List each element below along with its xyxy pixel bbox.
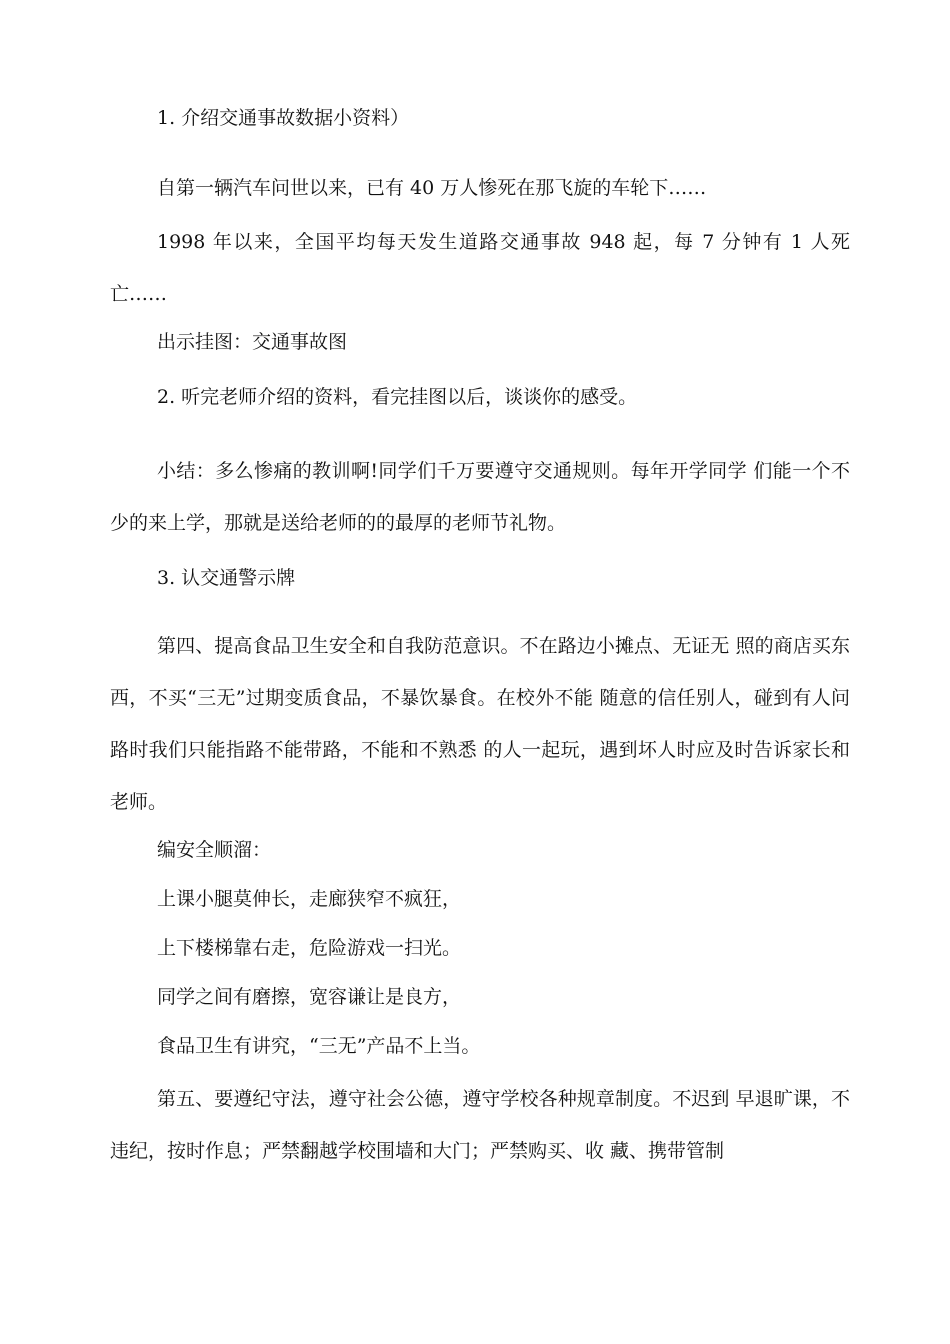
paragraph-car-deaths: 自第一辆汽车问世以来，已有 40 万人惨死在那飞旋的车轮下……	[157, 177, 707, 199]
paragraph-intro-data: 1. 介绍交通事故数据小资料）	[157, 107, 410, 129]
rhyme-line-3: 同学之间有磨擦，宽容谦让是良方，	[157, 986, 462, 1008]
paragraph-rhyme-title: 编安全顺溜：	[157, 839, 272, 861]
paragraph-discipline: 第五、要遵纪守法，遵守社会公德，遵守学校各种规章制度。不迟到 早退旷课，不违纪，按时作息；严禁翻越学校围墙和大门；严禁购买、收 藏、携带管制	[110, 1088, 850, 1162]
rhyme-line-4: 食品卫生有讲究，“三无”产品不上当。	[157, 1035, 481, 1057]
paragraph-show-chart: 出示挂图：交通事故图	[157, 331, 348, 353]
paragraph-warning-signs: 3. 认交通警示牌	[157, 567, 296, 589]
paragraph-summary: 小结：多么惨痛的教训啊!同学们千万要遵守交通规则。每年开学同学 们能一个不少的来上学，那就是送给老师的的最厚的老师节礼物。	[110, 460, 850, 534]
rhyme-line-2: 上下楼梯靠右走，危险游戏一扫光。	[157, 937, 462, 959]
paragraph-feelings: 2. 听完老师介绍的资料，看完挂图以后，谈谈你的感受。	[157, 386, 638, 408]
rhyme-line-1: 上课小腿莫伸长，走廊狭窄不疯狂，	[157, 888, 462, 910]
paragraph-food-safety: 第四、提高食品卫生安全和自我防范意识。不在路边小摊点、无证无 照的商店买东西，不买“三无”过期变质食品，不暴饮暴食。在校外不能 随意的信任别人，碰到有人问路时我们只能指路不能带路，不能和不熟悉 的人一起玩，遇到坏人时应及时告诉家长和老师。	[110, 635, 850, 813]
paragraph-accident-stats: 1998 年以来，全国平均每天发生道路交通事故 948 起，每 7 分钟有 1 人死亡……	[110, 231, 850, 305]
